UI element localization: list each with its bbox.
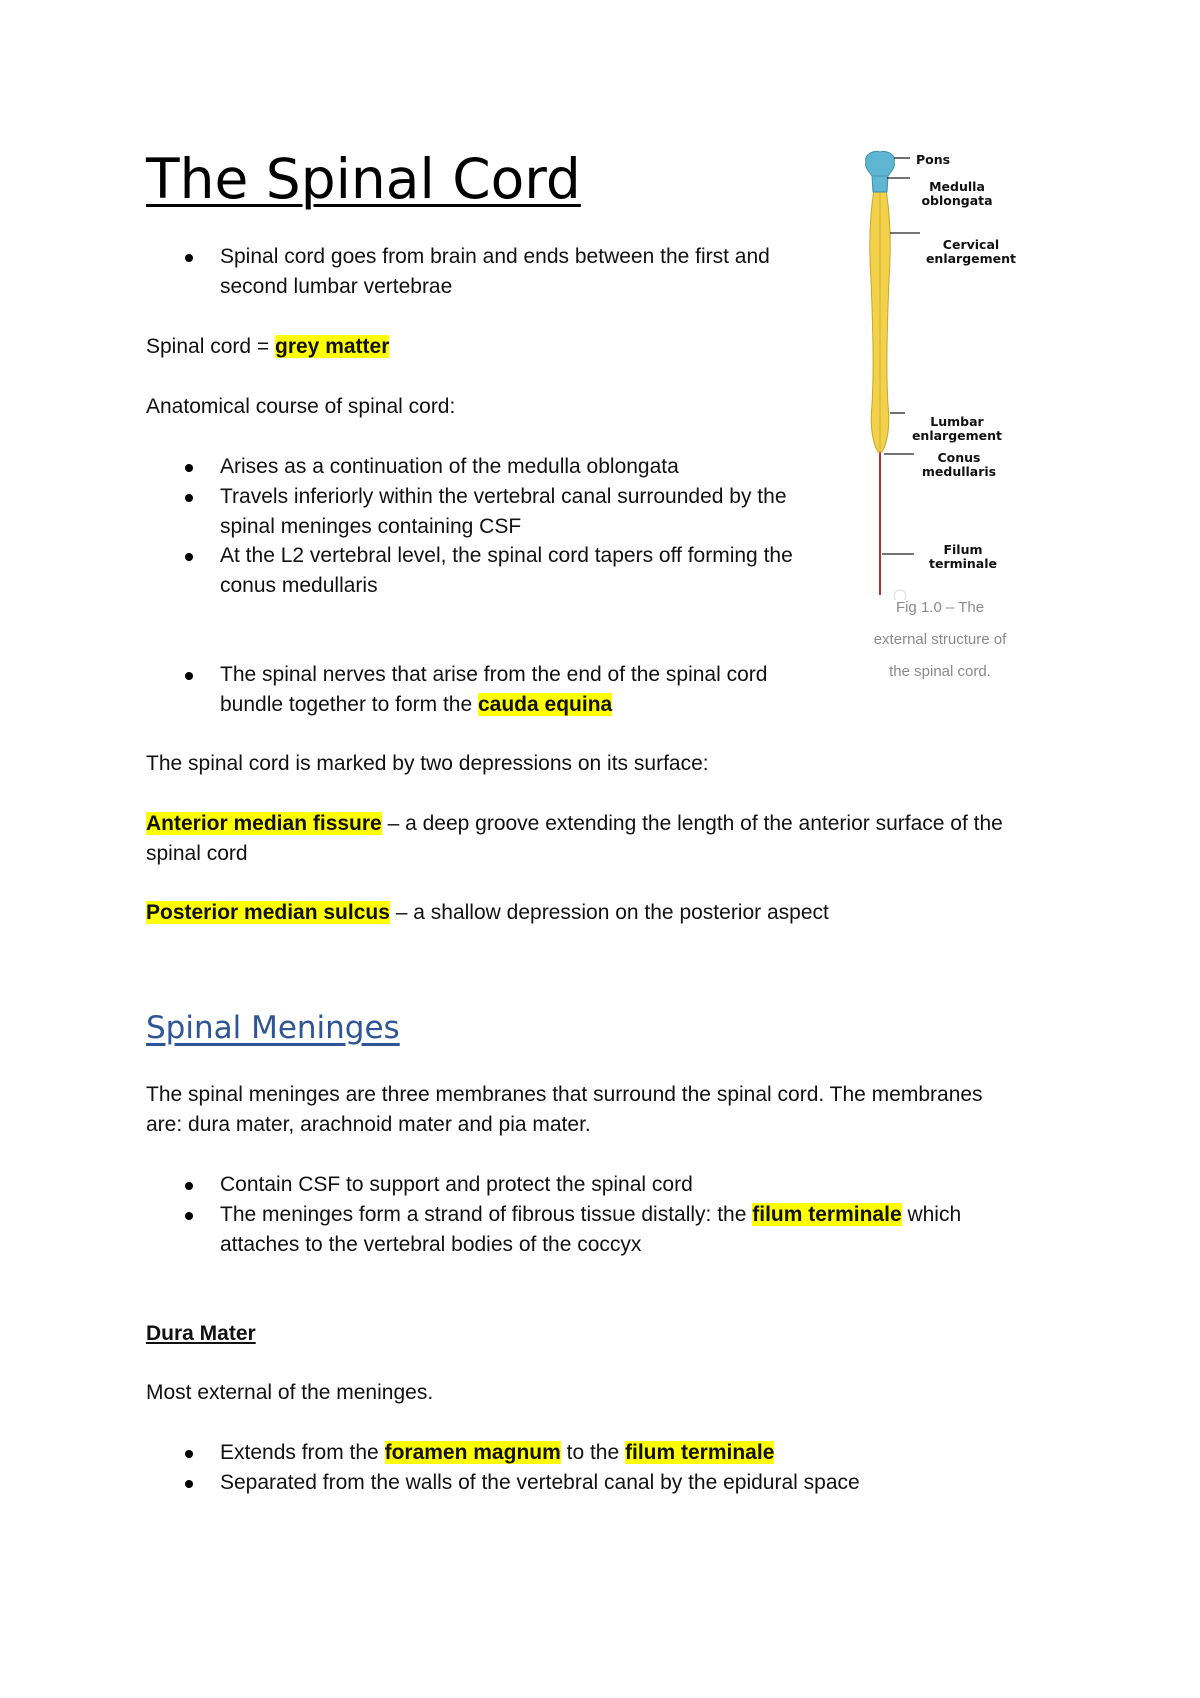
posterior-rest: – a shallow depression on the posterior aspect [389, 901, 829, 924]
grey-matter-line [146, 332, 389, 362]
anterior-rest: – a deep groove extending the length of the anterior surface of the [381, 812, 1003, 835]
course-bullet-4-line-2 [220, 690, 612, 720]
dura-bullet-1 [220, 1438, 774, 1468]
brainstem-shape [866, 151, 895, 192]
label-cervical-2: enlargement [925, 251, 1017, 266]
label-filum-1: Filum [943, 542, 983, 557]
label-conus-2: medullaris [921, 464, 997, 479]
label-cervical [916, 238, 1026, 266]
grey-matter-prefix: Spinal cord = [146, 335, 275, 358]
label-conus [904, 451, 1014, 479]
bullet-icon [185, 1212, 193, 1220]
label-medulla-1: Medulla [929, 179, 985, 194]
label-lumbar-1: Lumbar [930, 414, 984, 429]
meninges-bullet-2-line-2: attaches to the vertebral bodies of the coccyx [220, 1233, 642, 1256]
filum-prefix: The meninges form a strand of fibrous tissue distally: the [220, 1203, 753, 1226]
cauda-prefix: bundle together to form the [220, 693, 478, 716]
label-lumbar [902, 415, 1012, 443]
course-bullet-1: Arises as a continuation of the medulla oblongata [220, 455, 679, 478]
dura-intro: Most external of the meninges. [146, 1381, 434, 1404]
label-lumbar-2: enlargement [911, 428, 1003, 443]
spinal-cord-illustration [860, 150, 1030, 600]
bullet-icon [185, 254, 193, 262]
course-bullet-3-line-2: conus medullaris [220, 574, 378, 597]
bullet-icon [185, 494, 193, 502]
label-filum-2: terminale [928, 556, 998, 571]
meninges-bullet-2-line-1 [220, 1200, 961, 1230]
dura-b1-mid: to the [560, 1441, 625, 1464]
filum-suffix: which [901, 1203, 962, 1226]
course-heading: Anatomical course of spinal cord: [146, 395, 456, 418]
label-filum [908, 543, 1018, 571]
anterior-line-2: spinal cord [146, 842, 248, 865]
course-bullet-2-line-1: Travels inferiorly within the vertebral canal surrounded by the [220, 485, 787, 508]
course-bullet-3-line-1: At the L2 vertebral level, the spinal cord tapers off forming the [220, 544, 793, 567]
meninges-heading: Spinal Meninges [146, 1010, 400, 1046]
page-title: The Spinal Cord [146, 147, 581, 211]
spinal-cord-figure [860, 150, 1030, 600]
foramen-magnum-highlight: foramen magnum [384, 1441, 561, 1464]
dura-heading: Dura Mater [146, 1322, 256, 1345]
bullet-icon [185, 464, 193, 472]
bullet-icon [185, 672, 193, 680]
anterior-line-1 [146, 809, 1003, 839]
posterior-term-highlight: Posterior median sulcus [146, 901, 390, 924]
label-medulla-2: oblongata [921, 193, 993, 208]
caption-line-3: the spinal cord. [889, 663, 991, 680]
label-conus-1: Conus [937, 450, 981, 465]
depressions-intro: The spinal cord is marked by two depressions on its surface: [146, 752, 709, 775]
meninges-para-line-2: are: dura mater, arachnoid mater and pia mater. [146, 1113, 591, 1136]
dura-bullet-2: Separated from the walls of the vertebral canal by the epidural space [220, 1471, 860, 1494]
anterior-term-highlight: Anterior median fissure [146, 812, 382, 835]
label-cervical-1: Cervical [942, 237, 1000, 252]
grey-matter-highlight: grey matter [275, 335, 390, 358]
meninges-para-line-1: The spinal meninges are three membranes that surround the spinal cord. The membranes [146, 1083, 983, 1106]
intro-bullet-line-1: Spinal cord goes from brain and ends between the first and [220, 245, 770, 268]
bullet-icon [185, 1480, 193, 1488]
dura-b1-prefix: Extends from the [220, 1441, 385, 1464]
label-medulla [910, 180, 1004, 208]
course-bullet-4-line-1: The spinal nerves that arise from the end of the spinal cord [220, 663, 768, 686]
posterior-line [146, 898, 829, 928]
filum-terminale-highlight: filum terminale [752, 1203, 902, 1226]
label-pons: Pons [916, 152, 951, 167]
bullet-icon [185, 553, 193, 561]
bullet-icon [185, 1450, 193, 1458]
caption-line-2: external structure of [873, 631, 1007, 648]
intro-bullet-line-2: second lumbar vertebrae [220, 275, 453, 298]
bullet-icon [185, 1182, 193, 1190]
course-bullet-2-line-2: spinal meninges containing CSF [220, 515, 522, 538]
caption-line-1: Fig 1.0 – The [895, 599, 985, 616]
filum-terminale-highlight-2: filum terminale [625, 1441, 775, 1464]
cauda-equina-highlight: cauda equina [478, 693, 613, 716]
figure-caption [850, 592, 1030, 688]
meninges-bullet-1: Contain CSF to support and protect the spinal cord [220, 1173, 693, 1196]
